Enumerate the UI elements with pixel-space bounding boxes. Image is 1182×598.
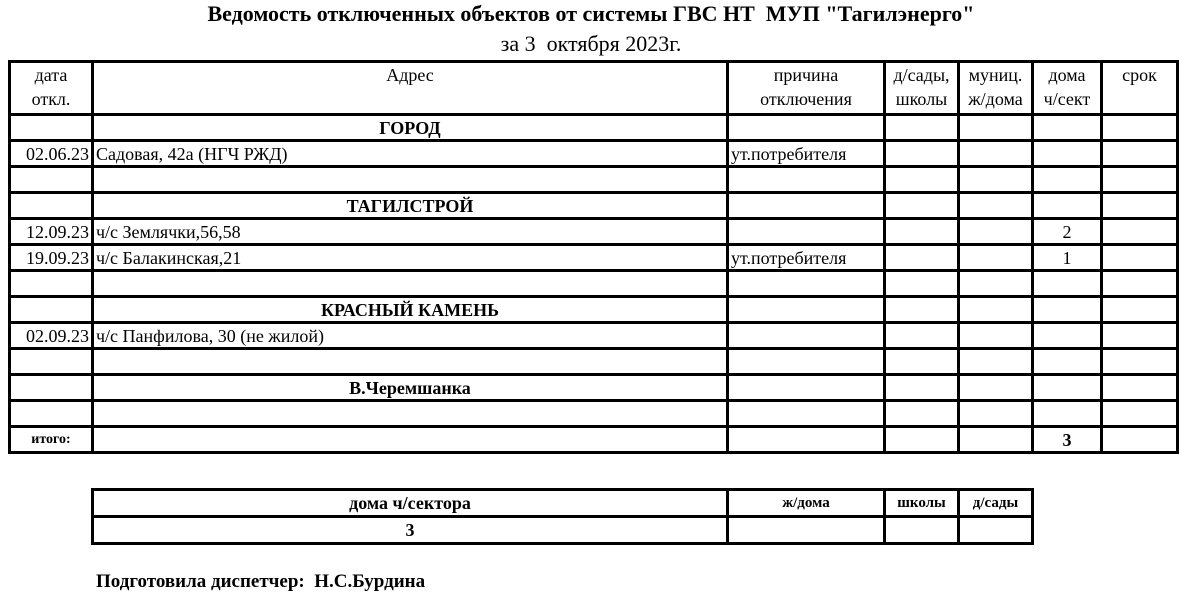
total-label: итого: [10,427,93,453]
empty-cell [885,115,959,141]
total-cell [728,427,885,453]
empty-cell [959,375,1033,401]
cell-term [1102,219,1178,245]
section-title: ТАГИЛСТРОЙ [93,193,728,219]
summary-header-kindergartens: д/сады [959,490,1033,517]
summary-value-schools [885,517,959,544]
cell-municipal-houses [959,141,1033,167]
empty-cell [93,349,728,375]
empty-cell [1033,375,1102,401]
empty-cell [10,401,93,427]
total-cell [885,427,959,453]
empty-cell [1033,349,1102,375]
empty-cell [728,193,885,219]
empty-cell [1102,271,1178,297]
empty-cell [885,349,959,375]
section-row [10,297,1178,323]
empty-cell [728,115,885,141]
summary-table [91,488,1034,545]
empty-row [10,167,1178,193]
empty-cell [10,349,93,375]
cell-address: ч/с Панфилова, 30 (не жилой) [93,323,728,349]
outage-table [8,60,1179,454]
cell-private-houses [1033,323,1102,349]
cell-municipal-houses [959,219,1033,245]
empty-cell [959,167,1033,193]
empty-cell [10,375,93,401]
empty-cell [1033,401,1102,427]
summary-header-houses: дома ч/сектора [93,490,728,517]
table-body [10,115,1178,427]
section-row [10,115,1178,141]
empty-cell [959,193,1033,219]
empty-cell [1033,115,1102,141]
cell-private-houses: 1 [1033,245,1102,271]
cell-reason: ут.потребителя [728,245,885,271]
empty-cell [728,297,885,323]
cell-reason [728,219,885,245]
cell-address: ч/с Балакинская,21 [93,245,728,271]
empty-cell [885,193,959,219]
cell-address: Садовая, 42а (НГЧ РЖД) [93,141,728,167]
cell-municipal-houses [959,245,1033,271]
summary-header-row [93,490,1033,517]
total-houses: 3 [1033,427,1102,453]
cell-kindergartens-schools [885,245,959,271]
header-private-houses: дома ч/сект [1033,62,1102,115]
summary-header-municipal: ж/дома [728,490,885,517]
empty-cell [10,167,93,193]
table-row [10,245,1178,271]
cell-address: ч/с Землячки,56,58 [93,219,728,245]
empty-cell [1102,297,1178,323]
empty-cell [885,167,959,193]
empty-cell [93,401,728,427]
document-title: Ведомость отключенных объектов от системы ГВС НТ МУП "Тагилэнерго" [207,1,975,26]
empty-cell [93,271,728,297]
empty-cell [1102,375,1178,401]
empty-cell [885,375,959,401]
cell-municipal-houses [959,323,1033,349]
cell-reason: ут.потребителя [728,141,885,167]
cell-private-houses: 2 [1033,219,1102,245]
table-row [10,219,1178,245]
empty-row [10,271,1178,297]
empty-cell [728,375,885,401]
header-date: дата откл. [10,62,93,115]
empty-cell [959,297,1033,323]
empty-cell [1033,167,1102,193]
total-cell [1102,427,1178,453]
empty-cell [1102,193,1178,219]
table-header-row [10,62,1178,115]
empty-cell [728,349,885,375]
empty-cell [959,401,1033,427]
table-row [10,323,1178,349]
empty-cell [10,193,93,219]
total-cell [93,427,728,453]
empty-cell [1102,115,1178,141]
total-row [10,427,1178,453]
empty-cell [885,271,959,297]
header-reason: причина отключения [728,62,885,115]
cell-kindergartens-schools [885,141,959,167]
cell-date: 02.06.23 [10,141,93,167]
cell-date: 19.09.23 [10,245,93,271]
empty-cell [1102,401,1178,427]
empty-cell [10,271,93,297]
empty-cell [728,167,885,193]
empty-cell [959,115,1033,141]
header-address: Адрес [93,62,728,115]
cell-kindergartens-schools [885,219,959,245]
empty-cell [10,297,93,323]
section-title: ГОРОД [93,115,728,141]
total-cell [959,427,1033,453]
empty-cell [728,401,885,427]
empty-cell [93,167,728,193]
empty-cell [959,271,1033,297]
cell-date: 12.09.23 [10,219,93,245]
empty-cell [885,297,959,323]
cell-term [1102,245,1178,271]
cell-private-houses [1033,141,1102,167]
section-title: КРАСНЫЙ КАМЕНЬ [93,297,728,323]
summary-value-houses: 3 [93,517,728,544]
table-row [10,141,1178,167]
header-term: срок [1102,62,1178,115]
cell-kindergartens-schools [885,323,959,349]
header-kindergartens-schools: д/сады, школы [885,62,959,115]
signature-line: Подготовила диспетчер: Н.С.Бурдина [96,571,426,592]
summary-header-schools: школы [885,490,959,517]
empty-row [10,401,1178,427]
empty-cell [1033,271,1102,297]
cell-term [1102,323,1178,349]
empty-cell [885,401,959,427]
document-date: за 3 октября 2023г. [500,31,682,56]
empty-row [10,349,1178,375]
empty-cell [1033,193,1102,219]
cell-date: 02.09.23 [10,323,93,349]
section-row [10,375,1178,401]
empty-cell [1033,297,1102,323]
empty-cell [1102,349,1178,375]
summary-values-row [93,517,1033,544]
summary-value-municipal [728,517,885,544]
cell-term [1102,141,1178,167]
empty-cell [728,271,885,297]
header-municipal-houses: муниц. ж/дома [959,62,1033,115]
summary-value-kindergartens [959,517,1033,544]
section-title: В.Черемшанка [93,375,728,401]
empty-cell [1102,167,1178,193]
empty-cell [959,349,1033,375]
cell-reason [728,323,885,349]
empty-cell [10,115,93,141]
section-row [10,193,1178,219]
